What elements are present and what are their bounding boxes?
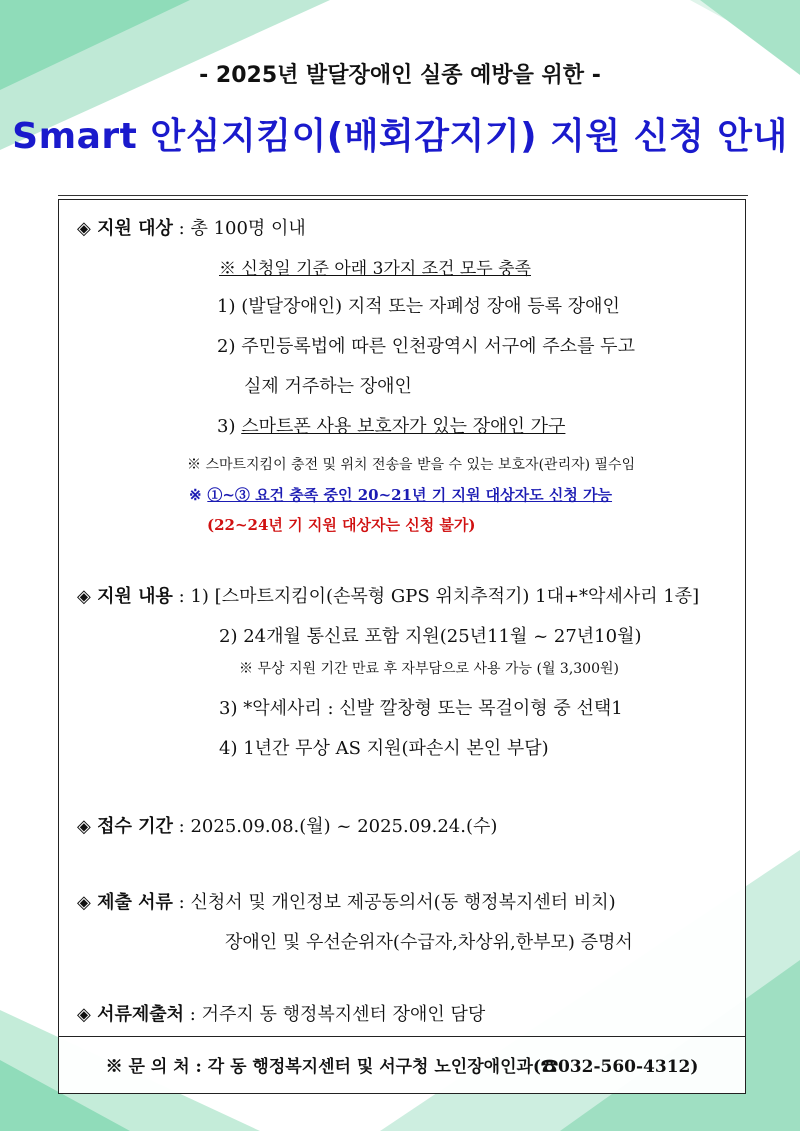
guardian-note: ※ 스마트지킴이 충전 및 위치 전송을 받을 수 있는 보호자(관리자) 필수임	[187, 457, 636, 473]
page-title: Smart 안심지킴이(배회감지기) 지원 신청 안내	[12, 116, 788, 157]
submit-row	[77, 1000, 485, 1026]
period-row	[77, 812, 497, 838]
documents-line-2: 장애인 및 우선순위자(수급자,차상위,한부모) 증명서	[225, 932, 633, 953]
documents-line-1: : 신청서 및 개인정보 제공동의서(동 행정복지센터 비치)	[178, 892, 616, 913]
ineligible-note: (22~24년 기 지원 대상자는 신청 불가)	[207, 516, 476, 534]
contact-info: ※ 문 의 처 : 각 동 행정복지센터 및 서구청 노인장애인과(☎032-560-4312)	[105, 1057, 699, 1077]
target-label: ◈ 지원 대상	[77, 218, 173, 239]
content-item-3: 3) *악세사리 : 신발 깔창형 또는 목걸이형 중 선택1	[219, 698, 623, 719]
page-subtitle: - 2025년 발달장애인 실종 예방을 위한 -	[199, 63, 601, 88]
content-label: ◈ 지원 내용	[77, 586, 173, 607]
eligible-note-mark: ※	[189, 486, 202, 504]
condition-note: ※ 신청일 기준 아래 3가지 조건 모두 충족	[219, 259, 531, 279]
condition-3-number: 3)	[217, 416, 236, 437]
eligible-note	[189, 484, 612, 505]
content-item-4: 4) 1년간 무상 AS 지원(파손시 본인 부담)	[219, 738, 549, 759]
documents-row	[77, 888, 616, 914]
eligible-note-text: ①~③ 요건 충족 중인 20~21년 기 지원 대상자도 신청 가능	[207, 486, 613, 504]
condition-3-text: 스마트폰 사용 보호자가 있는 장애인 가구	[241, 416, 566, 437]
contact-divider	[59, 1036, 745, 1037]
submit-label: ◈ 서류제출처	[77, 1004, 185, 1025]
period-value: : 2025.09.08.(월) ~ 2025.09.24.(수)	[178, 816, 498, 837]
target-row	[77, 214, 306, 240]
notice-box	[58, 199, 746, 1094]
documents-label: ◈ 제출 서류	[77, 892, 173, 913]
title-divider	[58, 195, 748, 196]
submit-value: : 거주지 동 행정복지센터 장애인 담당	[189, 1004, 486, 1025]
target-value: : 총 100명 이내	[178, 218, 306, 239]
period-label: ◈ 접수 기간	[77, 816, 173, 837]
content-item-1: : 1) [스마트지킴이(손목형 GPS 위치추적기) 1대+*악세사리 1종]	[178, 586, 700, 607]
content-item-2-note: ※ 무상 지원 기간 만료 후 자부담으로 사용 가능 (월 3,300원)	[239, 661, 619, 677]
condition-3	[217, 412, 565, 438]
content-item-2: 2) 24개월 통신료 포함 지원(25년11월 ~ 27년10월)	[219, 626, 642, 647]
condition-2-cont: 실제 거주하는 장애인	[244, 376, 412, 397]
condition-2: 2) 주민등록법에 따른 인천광역시 서구에 주소를 두고	[217, 336, 635, 357]
content-row	[77, 582, 699, 608]
condition-1: 1) (발달장애인) 지적 또는 자폐성 장애 등록 장애인	[217, 296, 620, 317]
